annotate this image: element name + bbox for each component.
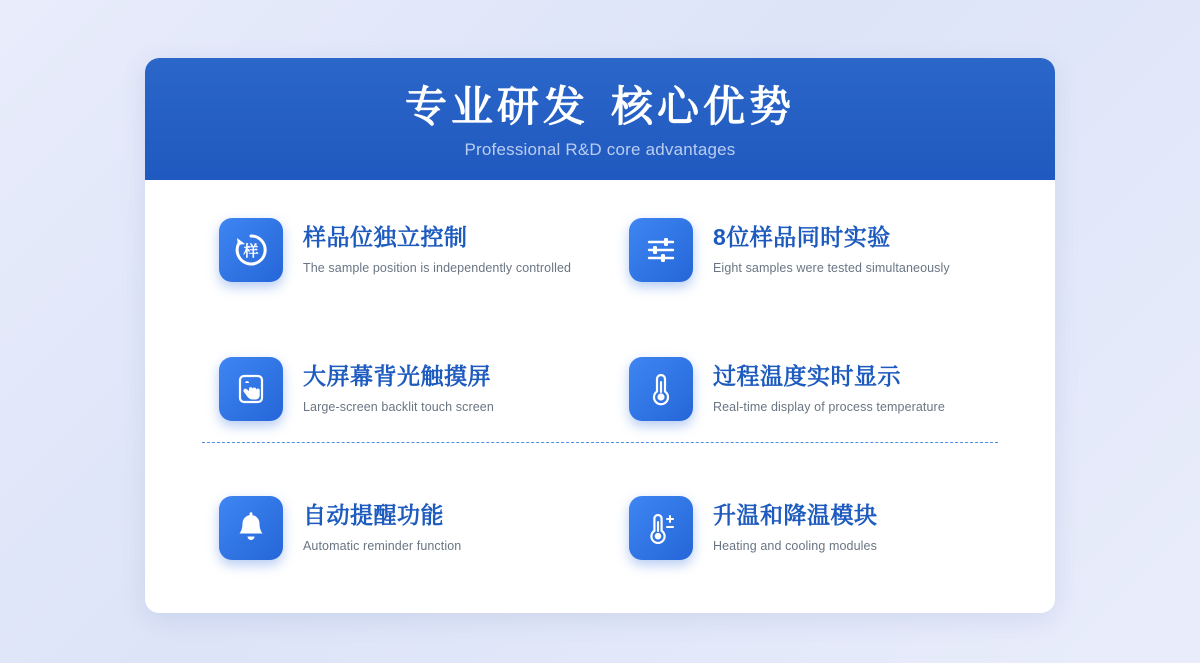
feature-item-eight-samples <box>600 218 1055 282</box>
feature-item-temperature-display <box>600 357 1055 421</box>
thermometer-icon <box>629 357 693 421</box>
feature-text <box>303 502 461 553</box>
feature-text <box>303 224 571 275</box>
feature-item-touch-screen <box>145 357 600 421</box>
card-header <box>145 58 1055 180</box>
page-subtitle: Professional R&D core advantages <box>464 140 736 160</box>
feature-text <box>713 502 878 553</box>
feature-subtitle: Large-screen backlit touch screen <box>303 399 494 414</box>
page-title-part1: 专业研发 <box>404 82 589 131</box>
feature-subtitle: Automatic reminder function <box>303 538 462 553</box>
feature-title: 大屏幕背光触摸屏 <box>303 363 491 390</box>
feature-row <box>145 319 1055 458</box>
feature-item-auto-reminder <box>145 496 600 560</box>
bell-icon <box>219 496 283 560</box>
sliders-icon <box>629 218 693 282</box>
svg-text:样: 样 <box>243 241 259 260</box>
feature-text <box>303 363 494 414</box>
feature-subtitle: Real-time display of process temperature <box>713 399 945 414</box>
feature-row <box>145 458 1055 597</box>
feature-text <box>713 224 950 275</box>
feature-subtitle: Eight samples were tested simultaneously <box>713 260 950 275</box>
features-grid <box>145 180 1055 597</box>
feature-title: 样品位独立控制 <box>303 224 468 251</box>
feature-title: 8位样品同时实验 <box>713 224 891 251</box>
advantages-card <box>145 58 1055 613</box>
thermometer-plus-minus-icon <box>629 496 693 560</box>
page-title <box>145 84 1055 130</box>
feature-subtitle: Heating and cooling modules <box>713 538 877 553</box>
feature-text <box>713 363 945 414</box>
feature-row <box>145 180 1055 319</box>
sample-rotate-icon <box>219 218 283 282</box>
feature-item-heating-cooling <box>600 496 1055 560</box>
feature-title: 自动提醒功能 <box>303 502 444 529</box>
feature-title: 升温和降温模块 <box>713 502 878 529</box>
page-title-part2: 核心优势 <box>611 82 796 131</box>
feature-item-sample-position <box>145 218 600 282</box>
touch-hand-icon <box>219 357 283 421</box>
feature-title: 过程温度实时显示 <box>713 363 901 390</box>
feature-subtitle: The sample position is independently controlled <box>303 260 572 275</box>
